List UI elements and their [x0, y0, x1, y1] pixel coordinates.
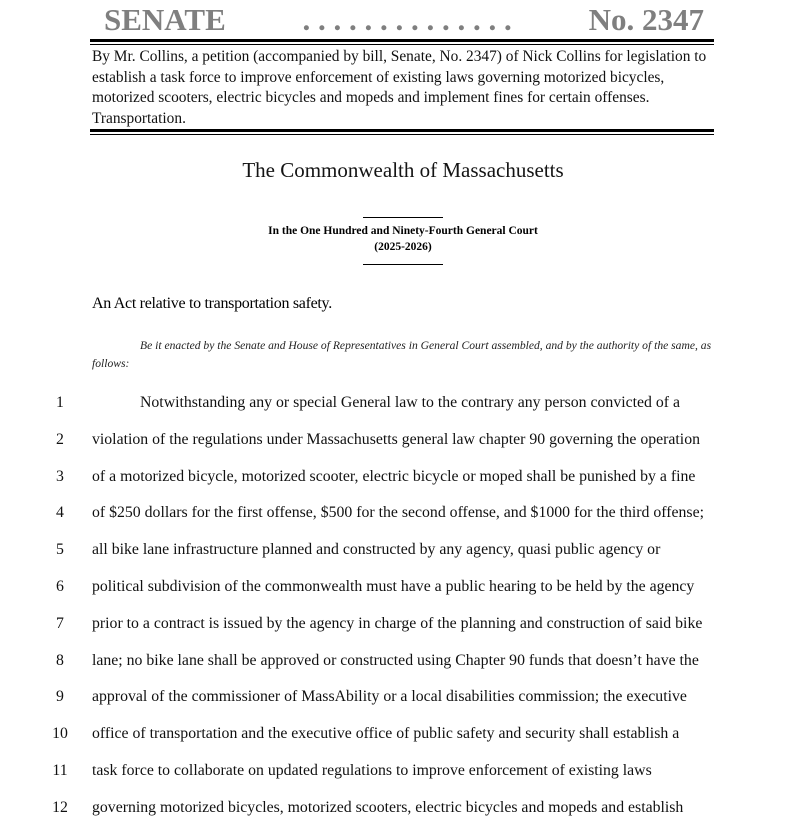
bill-line: [0, 465, 806, 502]
line-number: 6: [56, 577, 64, 595]
line-text: approval of the commissioner of MassAbility or a local disabilities commission; the executive: [92, 688, 687, 706]
court-session: [0, 223, 806, 255]
leader-dots: . . . . . . . . . . . . . .: [302, 2, 512, 37]
line-text: office of transportation and the executive office of public safety and security shall establish a: [92, 725, 680, 743]
bill-line: [0, 796, 806, 833]
line-number: 8: [56, 651, 64, 669]
line-number: 9: [56, 688, 64, 706]
bill-line: [0, 391, 806, 428]
header-divider-bottom: [90, 129, 714, 135]
chamber-label: SENATE: [104, 2, 226, 37]
line-number: 1: [56, 394, 64, 411]
bill-line: [0, 722, 806, 759]
line-text: lane; no bike lane shall be approved or constructed using Chapter 90 funds that doesn’t have the: [92, 651, 699, 669]
enacting-clause: [92, 337, 714, 373]
bill-number: No. 2347: [588, 2, 704, 37]
line-text: of a motorized bicycle, motorized scooter, electric bicycle or moped shall be punished by a fine: [92, 467, 696, 485]
court-divider-top: [363, 217, 443, 218]
line-number: 5: [56, 541, 64, 559]
bill-line: [0, 759, 806, 796]
bill-line: [0, 649, 806, 686]
petition-summary: By Mr. Collins, a petition (accompanied by bill, Senate, No. 2347) of Nick Collins for legislation to establish a task force to improve enforcement of existing laws governing motorized bicycles, motorized scooters, electric bicycles and mopeds and implement fines for certain offenses. Transportation.: [92, 48, 707, 127]
line-text: Notwithstanding any or special General law to the contrary any person convicted of a: [140, 394, 680, 411]
bill-line: [0, 501, 806, 538]
line-text: violation of the regulations under Massachusetts general law chapter 90 governing the operation: [92, 430, 700, 448]
bill-line: [0, 428, 806, 465]
enacting-clause-text: Be it enacted by the Senate and House of Representatives in General Court assembled, and by the authority of the same, as follows:: [92, 339, 712, 370]
line-text: of $250 dollars for the first offense, $500 for the second offense, and $1000 for the third offense;: [92, 504, 704, 522]
line-number: 11: [52, 761, 68, 779]
header-divider-top: [90, 39, 714, 45]
court-divider-bottom: [363, 264, 443, 265]
line-text: political subdivision of the commonwealth must have a public hearing to be held by the agency: [92, 577, 695, 595]
line-number: 12: [52, 798, 68, 816]
court-session-name: In the One Hundred and Ninety-Fourth General Court: [268, 225, 538, 237]
line-text: task force to collaborate on updated regulations to improve enforcement of existing laws: [92, 761, 652, 779]
bill-body: [0, 391, 806, 833]
line-number: 3: [56, 467, 64, 485]
bill-line: [0, 612, 806, 649]
court-session-years: (2025-2026): [374, 241, 432, 253]
line-number: 4: [56, 504, 64, 522]
commonwealth-title: The Commonwealth of Massachusetts: [242, 158, 564, 182]
bill-line: [0, 575, 806, 612]
line-number: 10: [52, 725, 68, 743]
act-title: An Act relative to transportation safety.: [92, 295, 332, 312]
line-number: 2: [56, 430, 64, 448]
line-text: all bike lane infrastructure planned and constructed by any agency, quasi public agency or: [92, 541, 661, 559]
line-text: prior to a contract is issued by the agency in charge of the planning and construction of said bike: [92, 614, 703, 632]
line-number: 7: [56, 614, 64, 632]
bill-line: [0, 685, 806, 722]
line-text: governing motorized bicycles, motorized scooters, electric bicycles and mopeds and establish: [92, 798, 684, 816]
bill-line: [0, 538, 806, 575]
bill-header: [104, 2, 704, 40]
